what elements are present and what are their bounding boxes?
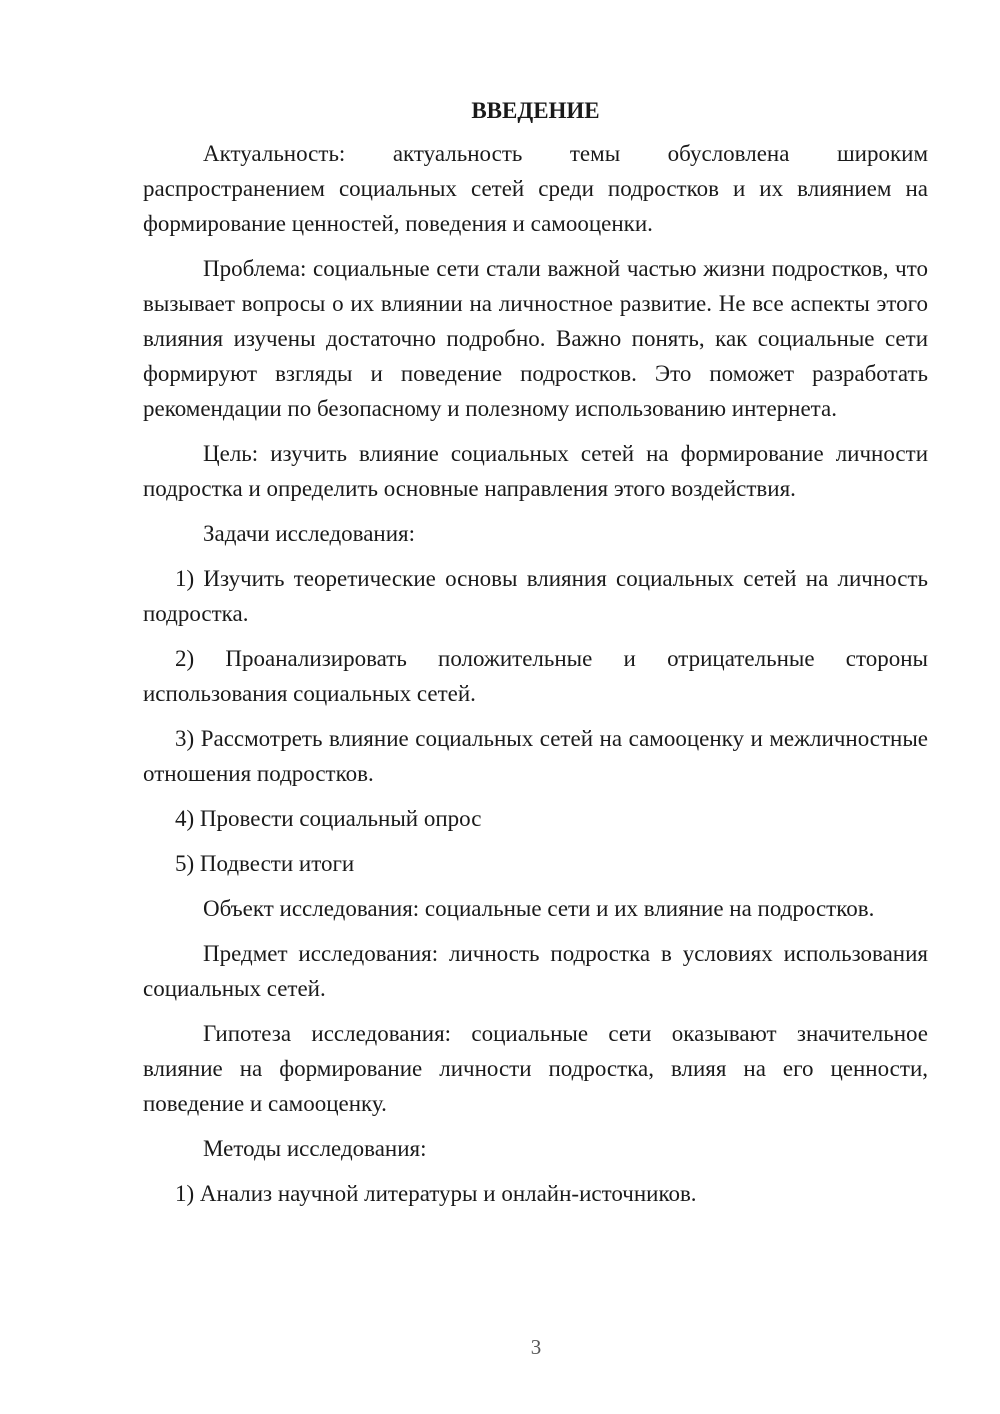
task-item-4: 4) Провести социальный опрос: [175, 806, 482, 831]
hypothesis-paragraph: Гипотеза исследования: социальные сети оказывают значительное влияние на формирование личности подростка, влияя на его ценности, поведение и самооценку.: [143, 1021, 928, 1116]
tasks-heading: Задачи исследования:: [203, 521, 416, 546]
subject-paragraph: Предмет исследования: личность подростка в условиях использования социальных сетей.: [143, 941, 928, 1001]
page-content: [143, 96, 928, 1221]
task-item-1: 1) Изучить теоретические основы влияния социальных сетей на личность подростка.: [143, 566, 928, 626]
method-item-1: 1) Анализ научной литературы и онлайн-источников.: [175, 1181, 697, 1206]
task-item-3: 3) Рассмотреть влияние социальных сетей на самооценку и межличностные отношения подростков.: [143, 726, 928, 786]
section-title: ВВЕДЕНИЕ: [471, 98, 600, 123]
problem-paragraph: Проблема: социальные сети стали важной частью жизни подростков, что вызывает вопросы о их влиянии на личностное развитие. Не все аспекты этого влияния изучены достаточно подробно. Важно понять, как социальные сети формируют взгляды и поведение подростков. Это поможет разработать рекомендации по безопасному и полезному использованию интернета.: [143, 256, 928, 421]
task-item-2: 2) Проанализировать положительные и отрицательные стороны использования социальных сетей.: [143, 646, 928, 706]
goal-paragraph: Цель: изучить влияние социальных сетей на формирование личности подростка и определить основные направления этого воздействия.: [143, 441, 928, 501]
task-item-5: 5) Подвести итоги: [175, 851, 355, 876]
relevance-paragraph: Актуальность: актуальность темы обусловлена широким распространением социальных сетей среди подростков и их влиянием на формирование ценностей, поведения и самооценки.: [143, 141, 928, 236]
page-number: 3: [530, 1335, 542, 1359]
methods-heading: Методы исследования:: [203, 1136, 427, 1161]
object-paragraph: Объект исследования: социальные сети и их влияние на подростков.: [203, 896, 875, 921]
